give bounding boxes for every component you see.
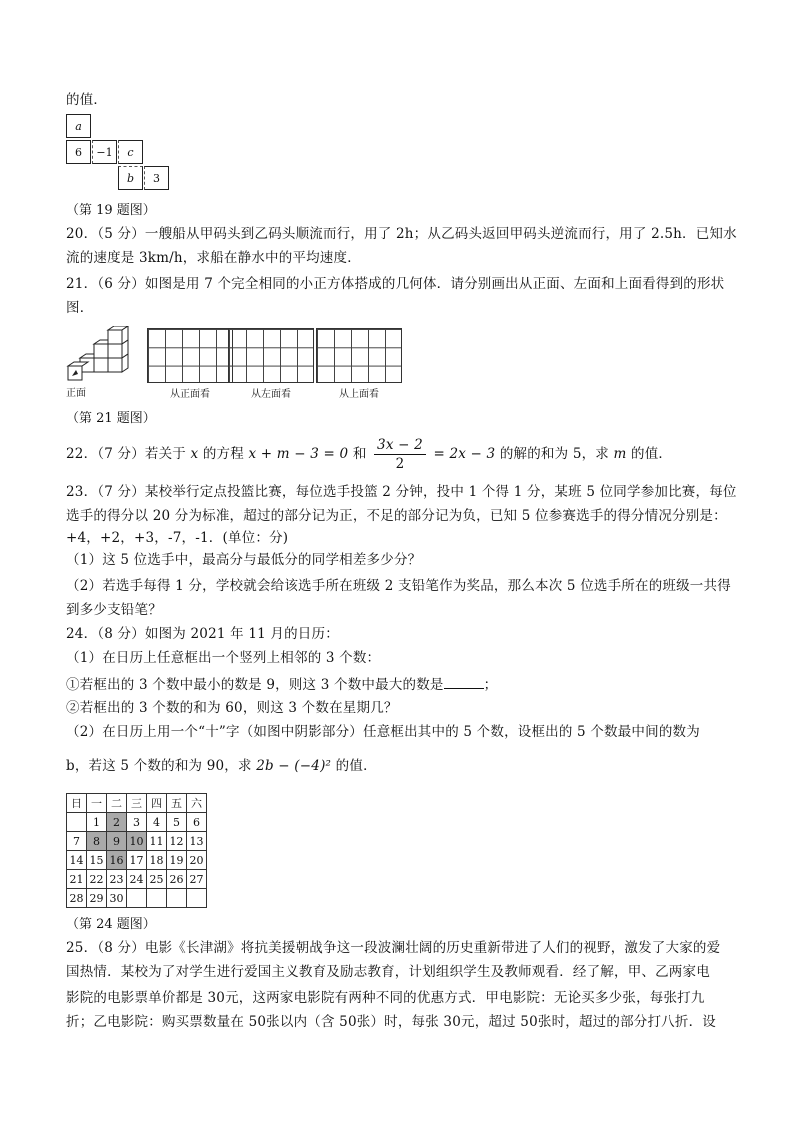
q22-mid1: 的方程 <box>202 446 244 462</box>
calendar-day: 2 <box>107 813 127 832</box>
calendar-day: 11 <box>147 832 167 851</box>
q22-frac-num: 3x − 2 <box>374 436 426 455</box>
calendar-day: 29 <box>87 889 107 908</box>
q21-line1: 21．（6 分）如图是用 7 个完全相同的小正方体搭成的几何体．请分别画出从正面、左面和上面看得到的形状 <box>66 276 725 292</box>
front-label: 正面 <box>66 388 86 399</box>
calendar-day: 3 <box>127 813 147 832</box>
q24-line6 <box>66 756 377 776</box>
calendar-day: 4 <box>147 813 167 832</box>
net-cell-a: a <box>66 114 91 138</box>
q23-line1: 23．（7 分）某校举行定点投篮比赛，每位选手投篮 2 分钟，投中 1 个得 1 分，某班 5 位同学参加比赛，每位 <box>66 484 737 500</box>
q21-line2: 图． <box>66 300 94 316</box>
calendar-weekday: 五 <box>167 794 187 813</box>
calendar-weekday: 一 <box>87 794 107 813</box>
q22-fraction <box>374 436 426 473</box>
calendar-day: 5 <box>167 813 187 832</box>
answer-blank <box>444 674 484 689</box>
calendar-day: 27 <box>187 870 207 889</box>
q22-mid2: 和 <box>352 446 367 462</box>
calendar-day <box>67 813 87 832</box>
calendar-week-row <box>67 889 207 908</box>
net-cell-c: c <box>118 140 143 164</box>
calendar-day: 21 <box>67 870 87 889</box>
q23-line5: （2）若选手每得 1 分，学校就会给该选手所在班级 2 支铅笔作为奖品，那么本次 5 位选手所在的班级一共得 <box>66 578 731 594</box>
calendar-header-row <box>67 794 207 813</box>
cube-net-figure <box>66 114 176 192</box>
q24-line3-post: ； <box>483 677 498 693</box>
q23-line3: +4，+2，+3，-7，-1．(单位：分) <box>66 530 289 546</box>
calendar-day: 15 <box>87 851 107 870</box>
q20-line2: 流的速度是 3km/h，求船在静水中的平均速度． <box>66 250 361 266</box>
caption-q24: （第 24 题图） <box>66 917 156 932</box>
q22-var-x: x <box>190 446 199 462</box>
calendar-day: 20 <box>187 851 207 870</box>
q24-line5: （2）在日历上用一个“十”字（如图中阴影部分）任意框出其中的 5 个数，设框出的 5 个数最中间的数为 <box>66 724 700 740</box>
q24-line1: 24．（8 分）如图为 2021 年 11 月的日历： <box>66 626 339 642</box>
calendar-weekday: 二 <box>107 794 127 813</box>
calendar-weekday: 六 <box>187 794 207 813</box>
q25-line1: 25．（8 分）电影《长津湖》将抗美援朝战争这一段波澜壮阔的历史重新带进了人们的视野，激发了大家的爱 <box>66 940 721 956</box>
caption-q21: （第 21 题图） <box>66 411 156 426</box>
grid-label-left: 从左面看 <box>251 389 291 400</box>
q22-eq1: x + m − 3 = 0 <box>248 446 349 462</box>
net-cell-neg1: −1 <box>92 140 117 164</box>
calendar-weekday: 三 <box>127 794 147 813</box>
calendar-day: 9 <box>107 832 127 851</box>
calendar-day: 19 <box>167 851 187 870</box>
q24-line3 <box>66 674 497 695</box>
calendar-day <box>127 889 147 908</box>
calendar-weekday: 日 <box>67 794 87 813</box>
calendar-day <box>187 889 207 908</box>
q23-line2: 选手的得分以 20 分为标准，超过的部分记为正，不足的部分记为负，已知 5 位参赛选手的得分情况分别是： <box>66 508 727 524</box>
q20-line1: 20．（5 分）一艘船从甲码头到乙码头顺流而行，用了 2h；从乙码头返回甲码头逆流而行，用了 2.5h．已知水 <box>66 226 737 242</box>
net-cell-3: 3 <box>144 166 169 190</box>
calendar-day: 6 <box>187 813 207 832</box>
q22-eq2: = 2x − 3 <box>433 446 496 462</box>
calendar-week-row <box>67 832 207 851</box>
calendar-day: 18 <box>147 851 167 870</box>
calendar-day: 17 <box>127 851 147 870</box>
calendar-day <box>147 889 167 908</box>
calendar-week-row <box>67 870 207 889</box>
grid-label-front: 从正面看 <box>170 389 210 400</box>
net-cell-6: 6 <box>66 140 91 164</box>
q23-line4: （1）这 5 位选手中，最高分与最低分的同学相差多少分？ <box>66 552 422 568</box>
calendar-day: 24 <box>127 870 147 889</box>
calendar-day <box>167 889 187 908</box>
grid-left <box>228 328 314 383</box>
calendar-week-row <box>67 813 207 832</box>
calendar-day: 7 <box>67 832 87 851</box>
calendar-day: 23 <box>107 870 127 889</box>
caption-q19: （第 19 题图） <box>66 203 156 218</box>
calendar-day: 10 <box>127 832 147 851</box>
q22-suffix: 的解的和为 5，求 <box>499 446 610 462</box>
calendar-day: 8 <box>87 832 107 851</box>
calendar-table <box>66 793 207 908</box>
calendar-weekday: 四 <box>147 794 167 813</box>
calendar-day: 26 <box>167 870 187 889</box>
calendar-day: 25 <box>147 870 167 889</box>
grid-front <box>147 328 233 383</box>
calendar-day: 30 <box>107 889 127 908</box>
calendar-day: 22 <box>87 870 107 889</box>
calendar-day: 13 <box>187 832 207 851</box>
calendar-day: 28 <box>67 889 87 908</box>
q22-prefix: 22．（7 分）若关于 <box>66 446 187 462</box>
calendar-day: 16 <box>107 851 127 870</box>
q24-line3-pre: ①若框出的 3 个数中最小的数是 9，则这 3 个数中最大的数是 <box>66 677 444 693</box>
q24-line4: ②若框出的 3 个数的和为 60，则这 3 个数在星期几？ <box>66 700 398 716</box>
q24-line2: （1）在日历上任意框出一个竖列上相邻的 3 个数： <box>66 650 381 666</box>
grid-top <box>316 328 402 383</box>
calendar-week-row <box>67 851 207 870</box>
q24-expr: 2b − (−4)² <box>256 758 332 774</box>
top-text: 的值． <box>66 92 108 108</box>
q25-line2: 国热情．某校为了对学生进行爱国主义教育及励志教育，计划组织学生及教师观看．经了解，甲、乙两家电 <box>66 964 710 980</box>
calendar-day: 1 <box>87 813 107 832</box>
q25-line3: 影院的电影票单价都是 30元，这两家电影院有两种不同的优惠方式．甲电影院：无论买多少张，每张打九 <box>66 990 705 1006</box>
q22-frac-den: 2 <box>395 456 405 472</box>
q25-line4: 折；乙电影院：购买票数量在 50张以内（含 50张）时，每张 30元，超过 50张时，超过的部分打八折．设 <box>66 1014 716 1030</box>
net-cell-b: b <box>118 166 143 190</box>
q22-var-m: m <box>613 446 627 462</box>
q22-line <box>66 436 672 473</box>
q24-line6-post: 的值． <box>335 758 377 774</box>
grid-label-top: 从上面看 <box>339 389 379 400</box>
calendar-day: 12 <box>167 832 187 851</box>
q23-line6: 到多少支铅笔？ <box>66 602 162 618</box>
calendar-day: 14 <box>67 851 87 870</box>
q22-end: 的值． <box>631 446 673 462</box>
q24-line6-pre: b，若这 5 个数的和为 90，求 <box>66 758 252 774</box>
